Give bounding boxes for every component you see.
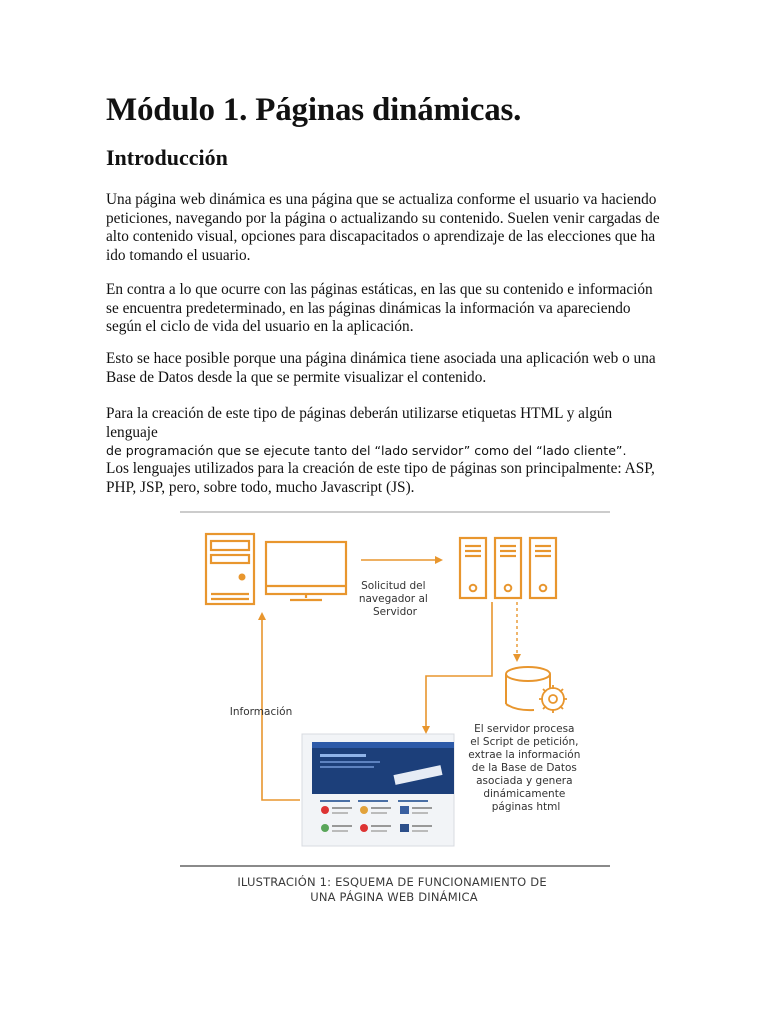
response-arrow — [426, 602, 492, 728]
paragraph-languages-creation — [106, 405, 666, 461]
monitor-icon — [266, 542, 346, 600]
paragraph-line: Para la creación de este tipo de páginas deberán utilizarse etiquetas HTML y algún lenguaje — [106, 405, 613, 441]
db-arrowhead — [513, 654, 521, 662]
server-icon — [530, 538, 556, 598]
paragraph-intro: Una página web dinámica es una página que se actualiza conforme el usuario va haciendo peticiones, navegando por la página o actualizando su contenido. Suelen venir cargadas de alto contenido visual, opciones para discapacitados o aprendizaje de las elecciones que ha ido tomando el usuario. — [106, 191, 660, 264]
gear-icon — [539, 685, 567, 713]
request-arrowhead — [435, 556, 443, 564]
client-tower-icon — [206, 534, 254, 604]
server-process-label — [468, 723, 583, 813]
paragraph-database: Esto se hace posible porque una página dinámica tiene asociada una aplicación web o una Base de Datos desde la que se permite visualizar el contenido. — [106, 350, 656, 386]
paragraph-static-vs-dynamic: En contra a lo que ocurre con las páginas estáticas, en las que su contenido e información se encuentra predeterminado, en las páginas dinámicas la información va apareciendo según el ciclo de vida del usuario en la aplicación. — [106, 281, 653, 336]
server-led — [540, 585, 547, 592]
server-led — [505, 585, 512, 592]
response-arrowhead — [422, 726, 430, 734]
server-icon — [460, 538, 486, 598]
server-led — [470, 585, 477, 592]
server-label-line: el Script de petición, — [470, 736, 579, 748]
server-label-line: asociada y genera — [476, 775, 573, 787]
figure-dynamic-page-diagram — [180, 508, 612, 908]
figure-caption — [237, 874, 550, 904]
caption-line: UNA PÁGINA WEB DINÁMICA — [310, 890, 478, 904]
request-label-line: Servidor — [373, 606, 417, 618]
server-label-line: dinámicamente — [483, 788, 566, 800]
info-label: Información — [229, 706, 293, 718]
server-label-line: páginas html — [491, 801, 561, 813]
request-label-line: navegador al — [358, 593, 428, 605]
server-icon — [495, 538, 521, 598]
paragraph-languages-list: Los lenguajes utilizados para la creación de este tipo de páginas son principalmente: ASP, PHP, JSP, pero, sobre todo, mucho Javascript (JS). — [106, 460, 655, 496]
server-label-line: El servidor procesa — [474, 723, 575, 735]
web-page-screenshot-image — [302, 734, 454, 846]
request-label-line: Solicitud del — [361, 580, 426, 592]
paragraph-line-mixed-font: de programación que se ejecute tanto del “lado servidor” como del “lado cliente”. — [106, 443, 627, 459]
server-label-line: de la Base de Datos — [471, 762, 577, 774]
page-title: Módulo 1. Páginas dinámicas. — [106, 92, 522, 128]
caption-line: ILUSTRACIÓN 1: ESQUEMA DE FUNCIONAMIENTO DE — [237, 875, 547, 889]
server-label-line: extrae la información — [468, 749, 581, 761]
diagram-svg — [180, 508, 612, 908]
tower-power-dot — [239, 574, 246, 581]
section-heading: Introducción — [106, 145, 228, 170]
request-label — [359, 580, 431, 618]
info-arrowhead — [258, 612, 266, 620]
